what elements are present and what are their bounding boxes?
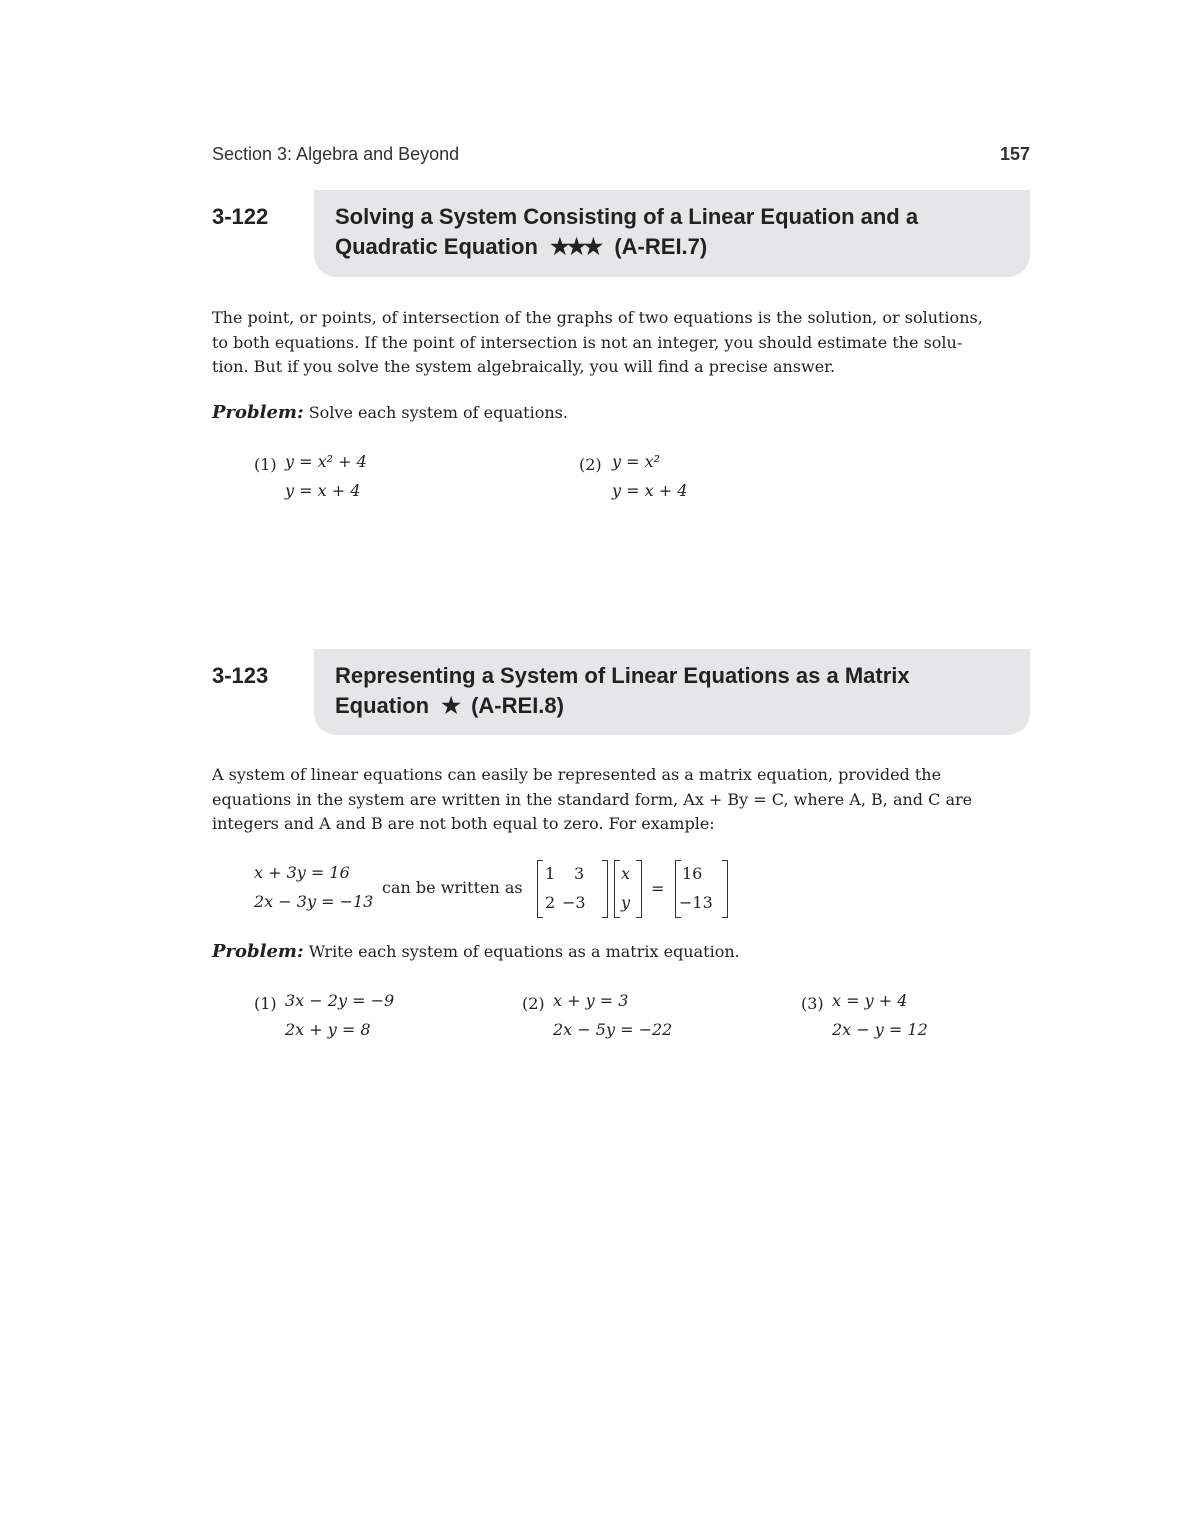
body-line: to both equations. If the point of intersection is not an integer, you should estimate the solu-	[212, 332, 963, 352]
equation-system	[579, 452, 779, 512]
body-line: integers and A and B are not both equal to zero. For example:	[212, 814, 715, 833]
standard-code: (A-REI.7)	[614, 234, 708, 259]
equation: y = x + 4	[285, 481, 361, 500]
equation: y = x²	[612, 452, 661, 471]
matrix-bracket-left	[537, 860, 543, 918]
matrix-cell: 2	[545, 893, 556, 912]
system-number: (1)	[254, 455, 277, 474]
equation: 2x − y = 12	[832, 1020, 928, 1039]
matrix-cell: −13	[679, 893, 713, 912]
heading-text: Quadratic Equation	[335, 234, 538, 259]
matrix-bracket-right	[602, 860, 608, 918]
running-header	[212, 144, 1030, 168]
equation-system	[522, 991, 752, 1051]
problem-statement	[212, 402, 568, 423]
equation-system	[254, 991, 484, 1051]
equation-system	[254, 452, 454, 512]
heading-text: Equation	[335, 693, 430, 718]
problem-label: Problem:	[212, 402, 304, 423]
equation: 2x − 5y = −22	[553, 1020, 673, 1039]
matrix-cell: x	[621, 864, 631, 883]
problem-statement	[212, 941, 740, 962]
section-title: Section 3: Algebra and Beyond	[212, 144, 460, 164]
equation: x + 3y = 16	[254, 863, 350, 882]
example-system	[254, 863, 384, 923]
problem-text: Solve each system of equations.	[308, 403, 568, 422]
heading-line: Representing a System of Linear Equations as a Matrix	[335, 663, 910, 688]
system-number: (3)	[801, 994, 824, 1013]
system-number: (2)	[579, 455, 602, 474]
body-line: A system of linear equations can easily be represented as a matrix equation, provided the	[212, 765, 942, 784]
matrix-cell: −3	[562, 893, 586, 912]
heading-line	[335, 691, 1010, 721]
section-heading	[335, 202, 1010, 262]
matrix-bracket-right	[722, 860, 728, 918]
equals-text: =	[651, 879, 665, 898]
standard-code: (A-REI.8)	[471, 693, 564, 718]
equation: 3x − 2y = −9	[285, 991, 395, 1010]
matrix-cell: 1	[545, 864, 556, 883]
equation: y = x + 4	[612, 481, 688, 500]
connector-text: can be written as	[382, 878, 523, 897]
matrix-cell: y	[621, 893, 631, 912]
body-line: The point, or points, of intersection of the graphs of two equations is the solution, or solutions,	[212, 308, 983, 327]
equation: x + y = 3	[553, 991, 629, 1010]
section-number: 3-122	[212, 204, 269, 229]
equation: y = x² + 4	[285, 452, 367, 471]
difficulty-stars-icon: ★★★	[550, 234, 601, 259]
page-number: 157	[999, 144, 1030, 164]
equation: 2x + y = 8	[285, 1020, 371, 1039]
system-number: (2)	[522, 994, 545, 1013]
body-line: tion. But if you solve the system algebraically, you will find a precise answer.	[212, 357, 836, 376]
heading-line: Solving a System Consisting of a Linear Equation and a	[335, 204, 919, 229]
equation: 2x − 3y = −13	[254, 892, 374, 911]
section-heading	[335, 661, 1010, 721]
section-body	[212, 306, 1032, 380]
section-number: 3-123	[212, 663, 269, 688]
system-number: (1)	[254, 994, 277, 1013]
matrix-bracket-left	[614, 860, 620, 918]
equation-system	[801, 991, 1031, 1051]
problem-label: Problem:	[212, 941, 304, 962]
matrix-bracket-right	[636, 860, 642, 918]
heading-line	[335, 232, 1010, 262]
body-line: equations in the system are written in the standard form, Ax + By = C, where A, B, and C are	[212, 789, 973, 809]
section-title-box	[314, 190, 1030, 277]
difficulty-star-icon: ★	[441, 693, 461, 718]
section-title-box	[314, 649, 1030, 735]
matrix-cell: 3	[574, 864, 585, 883]
problem-text: Write each system of equations as a matrix equation.	[308, 942, 740, 961]
section-body	[212, 763, 1032, 837]
equation: x = y + 4	[832, 991, 908, 1010]
matrix-cell: 16	[682, 864, 703, 883]
